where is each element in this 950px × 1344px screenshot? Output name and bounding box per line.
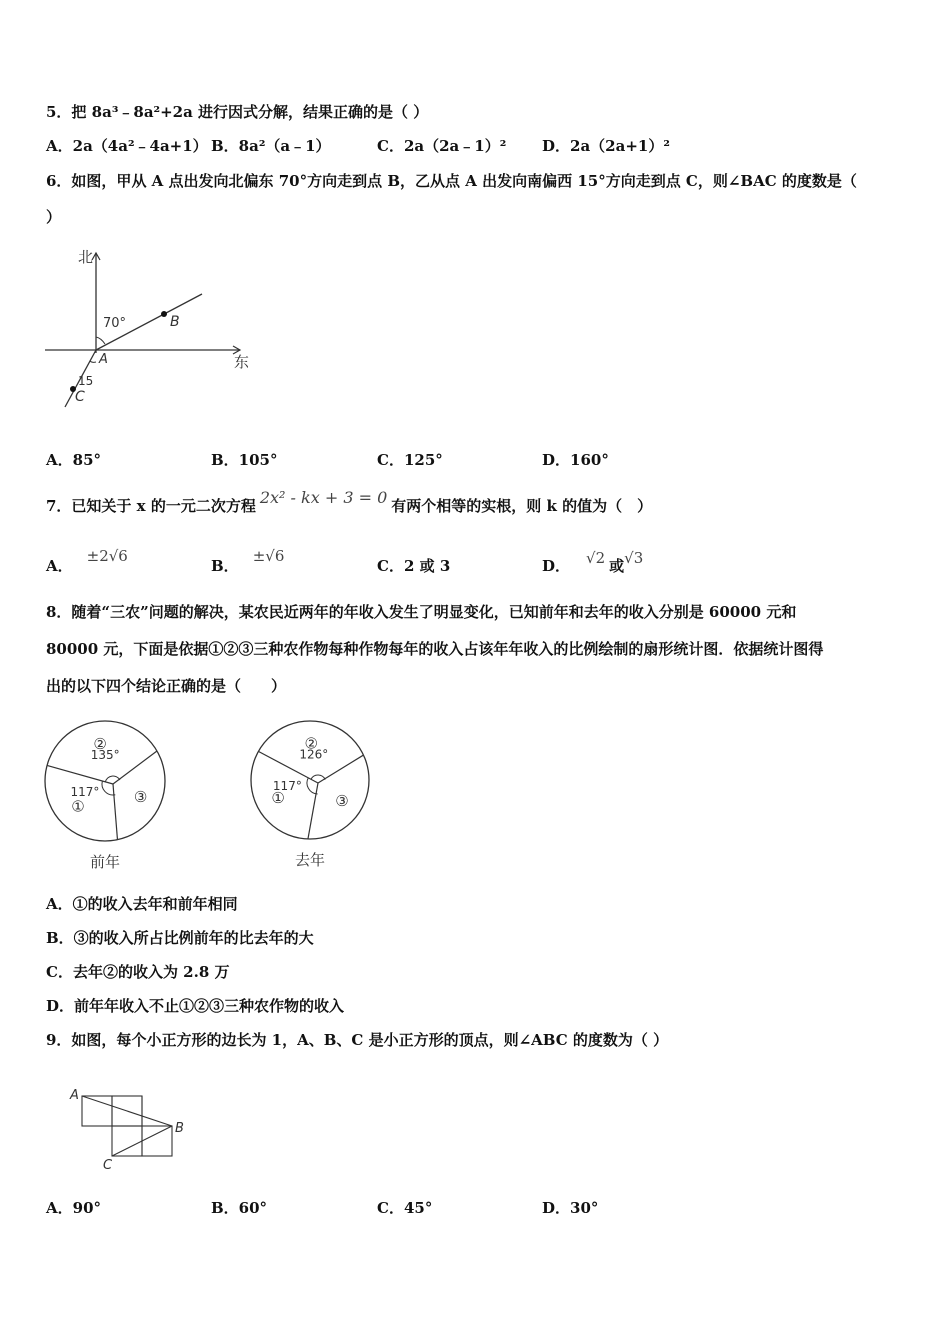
pie-slice-boundary [47,765,113,784]
q9-grid-figure [65,1085,195,1175]
pie-slice-boundary [308,783,318,839]
q5-option-c[interactable]: C．2a（2a﹣1）² [377,137,507,155]
q6-stem-line2: ） [46,208,62,226]
q7-option-d[interactable] [542,549,644,576]
q7-stem-post: 有两个相等的实根，则 k 的值为（ ） [391,497,653,515]
q8-option-a[interactable]: A．①的收入去年和前年相同 [46,895,238,913]
point-a-label: A [99,352,108,367]
angle-15-label: 15 [78,374,94,388]
q9-option-b[interactable]: B．60° [211,1199,268,1217]
q7-option-a-value: ±2√6 [86,547,128,565]
angle-label-1: 117° [272,779,302,794]
angle-label-1: 117° [70,785,100,800]
q8-option-b[interactable]: B．③的收入所占比例前年的比去年的大 [46,929,314,947]
q6-option-d[interactable]: D．160° [542,451,609,469]
angle-70-arc [96,337,105,344]
q5-option-b[interactable]: B．8a²（a﹣1） [211,137,331,155]
pie-slice-boundary [113,784,117,840]
point-c-label: C [103,1158,113,1173]
q6-option-a[interactable]: A．85° [46,451,102,469]
q7-option-b[interactable] [211,547,285,576]
q5-stem: 5．把 8a³﹣8a²+2a 进行因式分解，结果正确的是（ ） [46,103,429,121]
q8-option-d[interactable]: D．前年年收入不止①②③三种农作物的收入 [46,997,345,1015]
q8-stem-line3: 出的以下四个结论正确的是（ ） [46,677,287,695]
angle-label-2: 135° [90,748,120,763]
angle-label-2: 126° [299,747,329,762]
point-c-label: C [75,389,85,405]
q7-option-c[interactable]: C．2 或 3 [377,557,451,575]
pie-title: 去年 [294,851,326,869]
slice-label-2: ② [93,735,107,754]
q8-option-c[interactable]: C．去年②的收入为 2.8 万 [46,963,230,981]
point-b-label: B [175,1121,184,1136]
slice-label-1: ① [71,797,85,816]
q7-option-d-or: 或 [609,557,625,575]
grid-square [142,1126,172,1156]
q5-option-d[interactable]: D．2a（2a+1）² [542,137,670,155]
point-b-dot [161,311,167,317]
q7-option-d-value1: √2 [586,549,606,567]
q8-stem-line2: 80000 元，下面是依据①②③三种农作物每种作物每年的收入占该年年收入的比例绘制的扇形统计图．依据统计图得 [46,640,824,658]
pie-title: 前年 [89,853,121,871]
q7-option-a-label: A． [46,557,73,575]
q7-option-d-label: D． [542,557,571,575]
q5-option-a[interactable]: A．2a（4a²﹣4a+1） [46,137,208,155]
q7-option-d-value2: √3 [624,549,644,567]
angle-70-label: 70° [103,316,127,331]
q6-compass-figure [40,245,265,415]
q6-option-b[interactable]: B．105° [211,451,278,469]
slice-label-2: ② [304,734,319,753]
q6-stem-line1: 6．如图，甲从 A 点出发向北偏东 70°方向走到点 B，乙从点 A 出发向南偏西 15°方向走到点 C，则∠BAC 的度数是（ [46,172,857,190]
slice-label-1: ① [271,789,285,808]
angle-arc [311,775,325,780]
q7-option-b-label: B． [211,557,239,575]
point-b-label: B [170,314,180,330]
q9-stem: 9．如图，每个小正方形的边长为 1，A、B、C 是小正方形的顶点，则∠ABC 的度数为（ ） [46,1031,669,1049]
q8-pie-charts [30,715,400,875]
slice-label-3: ③ [335,792,349,811]
point-a-label: A [70,1088,79,1103]
east-label: 东 [234,353,250,371]
grid-square [112,1126,142,1156]
q7-equation: 2x² - kx + 3 = 0 [259,488,388,507]
angle-15-arc [90,361,96,362]
q7-option-b-value: ±√6 [252,547,285,565]
q9-option-d[interactable]: D．30° [542,1199,599,1217]
q9-option-c[interactable]: C．45° [377,1199,433,1217]
q7-stem [46,488,653,516]
q7-stem-pre: 7．已知关于 x 的一元二次方程 [46,497,256,515]
segment-ab [82,1096,172,1126]
slice-label-3: ③ [133,787,148,806]
q9-option-a[interactable]: A．90° [46,1199,102,1217]
q6-option-c[interactable]: C．125° [377,451,443,469]
north-label: 北 [78,248,94,266]
q8-stem-line1: 8．随着“三农”问题的解决，某农民近两年的年收入发生了明显变化，已知前年和去年的收入分别是 60000 元和 [46,603,797,621]
q7-option-a[interactable] [46,547,128,576]
